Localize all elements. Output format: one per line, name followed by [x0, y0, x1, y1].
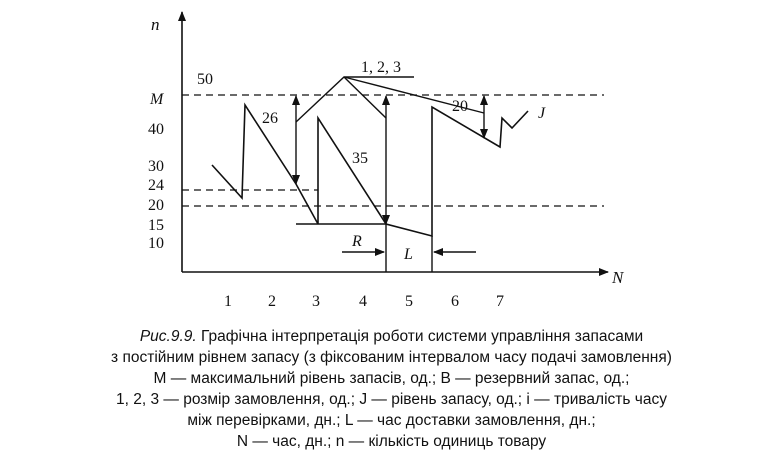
x-axis-label: N [612, 268, 624, 287]
x-tick: 1 [224, 293, 232, 310]
caption-legend-line: N — час, дн.; n — кількість одиниць товару [236, 433, 547, 450]
caption-title-line [0, 326, 783, 347]
figure-caption [0, 326, 783, 452]
y-tick: 30 [148, 158, 164, 175]
caption-legend-line: 1, 2, 3 — розмір замовлення, од.; J — рівень запасу, од.; i — тривалість часу [116, 391, 667, 408]
order-size-line [344, 77, 386, 118]
y-tick: 50 [197, 71, 213, 88]
y-tick: 15 [148, 217, 164, 234]
y-tick: M [150, 91, 164, 108]
interval-label: R [352, 233, 362, 250]
y-tick: 10 [148, 235, 164, 252]
x-tick: 3 [312, 293, 320, 310]
order-1-label: 26 [262, 110, 278, 127]
y-tick: 20 [148, 197, 164, 214]
caption-legend-line: між перевірками, дн.; L — час доставки замовлення, дн.; [187, 412, 596, 429]
x-tick: 4 [359, 293, 367, 310]
caption-title: Графічна інтерпретація роботи системи управління запасами [201, 328, 644, 345]
x-tick: 6 [451, 293, 459, 310]
order-3-label: 20 [452, 98, 468, 115]
inventory-level-curve [212, 105, 528, 236]
x-tick: 2 [268, 293, 276, 310]
y-axis-label: n [151, 15, 160, 34]
caption-legend-line: M — максимальний рівень запасів, од.; B — резервний запас, од.; [153, 370, 630, 387]
x-tick: 7 [496, 293, 504, 310]
y-tick: 24 [148, 177, 164, 194]
y-tick: 40 [148, 121, 164, 138]
caption-label: Рис.9.9. [139, 328, 197, 345]
order-size-lines [296, 77, 414, 122]
lead-time-label: L [404, 246, 413, 263]
order-2-label: 35 [352, 150, 368, 167]
caption-title-line-2: з постійним рівнем запасу (з фіксованим інтервалом часу подачі замовлення) [111, 349, 672, 366]
curve-label: J [538, 105, 546, 122]
x-tick: 5 [405, 293, 413, 310]
order-sizes-label: 1, 2, 3 [361, 59, 401, 76]
